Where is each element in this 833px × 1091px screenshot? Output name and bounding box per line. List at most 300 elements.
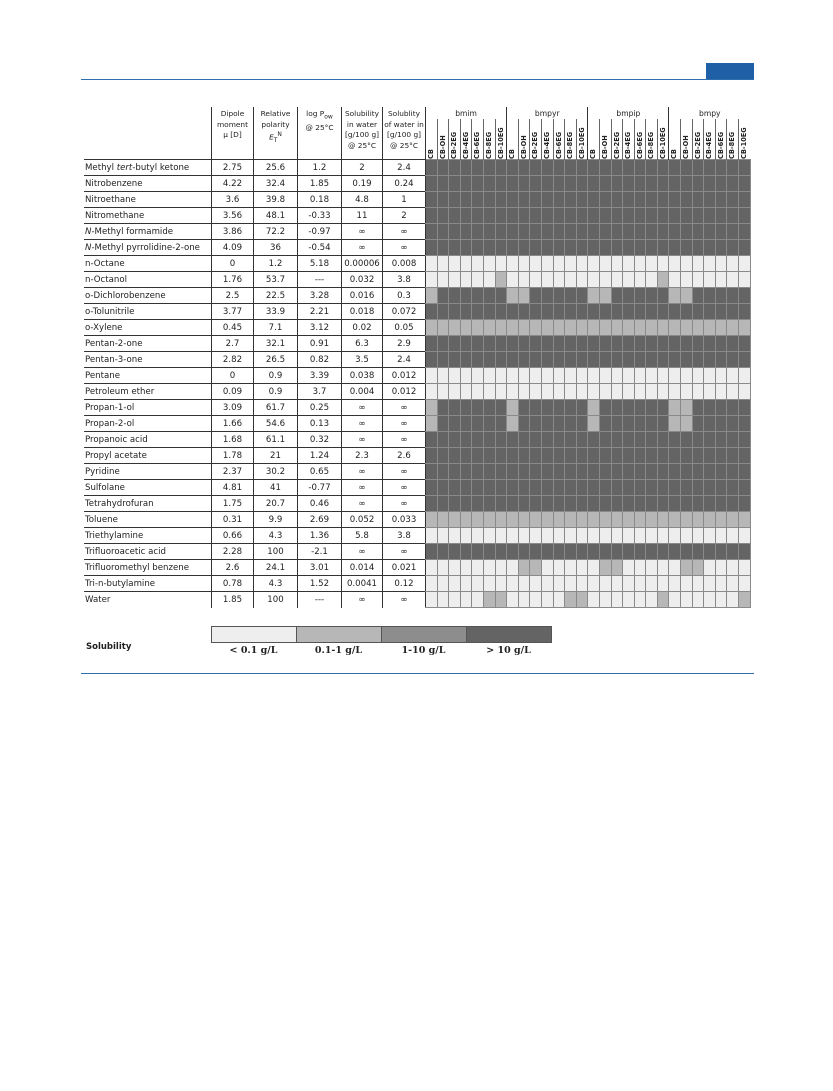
solubility-cell (739, 496, 751, 512)
solubility-cell (588, 544, 600, 560)
solubility-cell (576, 224, 588, 240)
solubility-cell (553, 368, 565, 384)
solvent-name: N-Methyl formamide (84, 224, 212, 240)
solubility-cell (715, 272, 727, 288)
value-cell-logp: -0.97 (298, 224, 342, 240)
legend-labels (211, 645, 551, 656)
solubility-cell (657, 176, 669, 192)
solubility-cell (634, 560, 646, 576)
solubility-cell (681, 400, 693, 416)
solubility-cell (704, 336, 716, 352)
solubility-cell (483, 448, 495, 464)
solubility-cell (704, 320, 716, 336)
legend-label: < 0.1 g/L (229, 645, 278, 656)
solubility-cell (739, 192, 751, 208)
solubility-cell (460, 224, 472, 240)
solubility-cell (646, 400, 658, 416)
solubility-cell (518, 464, 530, 480)
solubility-cell (518, 576, 530, 592)
solubility-cell (739, 336, 751, 352)
solubility-cell (426, 208, 438, 224)
solubility-cell (483, 160, 495, 176)
solubility-cell (623, 592, 635, 608)
table-row (84, 288, 750, 304)
solubility-cell (715, 400, 727, 416)
solubility-cell (530, 176, 542, 192)
subcolumn-header (657, 119, 669, 160)
solubility-cell (518, 400, 530, 416)
solubility-cell (599, 496, 611, 512)
solubility-cell (437, 272, 449, 288)
solubility-cell (437, 576, 449, 592)
table-row (84, 448, 750, 464)
solubility-cell (634, 576, 646, 592)
solubility-cell (704, 224, 716, 240)
solubility-cell (437, 512, 449, 528)
subcolumn-header (739, 119, 751, 160)
value-cell-polarity: 54.6 (254, 416, 298, 432)
solubility-cell (460, 384, 472, 400)
solubility-cell (715, 176, 727, 192)
solubility-cell (530, 288, 542, 304)
solubility-cell (541, 512, 553, 528)
solubility-cell (507, 224, 519, 240)
solubility-cell (495, 240, 507, 256)
solubility-cell (541, 560, 553, 576)
solubility-cell (518, 544, 530, 560)
solubility-cell (518, 560, 530, 576)
solubility-cell (507, 448, 519, 464)
solubility-cell (669, 480, 681, 496)
solubility-cell (495, 576, 507, 592)
solubility-cell (727, 352, 739, 368)
solubility-cell (426, 432, 438, 448)
value-cell-dipole: 3.56 (212, 208, 254, 224)
solubility-cell (449, 480, 461, 496)
table-row (84, 512, 750, 528)
solubility-cell (704, 448, 716, 464)
solvent-name: Nitromethane (84, 208, 212, 224)
subcolumn-label: CB-4EG (542, 131, 551, 159)
solubility-cell (692, 240, 704, 256)
value-cell-sw: 11 (342, 208, 383, 224)
solubility-cell (483, 432, 495, 448)
solubility-cell (623, 256, 635, 272)
solubility-cell (541, 448, 553, 464)
solvent-name: n-Octane (84, 256, 212, 272)
solubility-cell (611, 576, 623, 592)
solubility-cell (634, 464, 646, 480)
solubility-cell (681, 336, 693, 352)
solubility-cell (715, 512, 727, 528)
solubility-cell (657, 592, 669, 608)
solubility-cell (623, 448, 635, 464)
solubility-cell (681, 368, 693, 384)
solubility-cell (541, 160, 553, 176)
solubility-cell (565, 336, 577, 352)
solubility-cell (426, 256, 438, 272)
value-cell-logp: 3.12 (298, 320, 342, 336)
value-cell-sow: 1 (383, 192, 426, 208)
table-row (84, 336, 750, 352)
solubility-cell (646, 224, 658, 240)
solubility-cell (669, 560, 681, 576)
solubility-cell (426, 544, 438, 560)
solubility-cell (739, 288, 751, 304)
solubility-cell (611, 432, 623, 448)
solubility-cell (739, 272, 751, 288)
solubility-cell (623, 432, 635, 448)
value-cell-polarity: 20.7 (254, 496, 298, 512)
solvent-name: N-Methyl pyrrolidine-2-one (84, 240, 212, 256)
solubility-cell (426, 400, 438, 416)
solubility-cell (623, 240, 635, 256)
solubility-cell (646, 496, 658, 512)
solubility-cell (472, 560, 484, 576)
solubility-cell (530, 592, 542, 608)
solubility-cell (715, 320, 727, 336)
solubility-cell (565, 512, 577, 528)
solubility-cell (426, 368, 438, 384)
solubility-cell (657, 208, 669, 224)
value-cell-sw: 4.8 (342, 192, 383, 208)
solubility-cell (426, 592, 438, 608)
solubility-cell (541, 336, 553, 352)
value-cell-dipole: 3.6 (212, 192, 254, 208)
solubility-cell (588, 384, 600, 400)
solubility-cell (657, 160, 669, 176)
solubility-cell (507, 320, 519, 336)
solvent-name: Methyl tert-butyl ketone (84, 160, 212, 176)
solubility-cell (669, 336, 681, 352)
value-cell-sow: 0.24 (383, 176, 426, 192)
solubility-cell (599, 544, 611, 560)
solubility-cell (634, 208, 646, 224)
solubility-cell (715, 304, 727, 320)
solvent-name: o-Dichlorobenzene (84, 288, 212, 304)
solubility-cell (530, 192, 542, 208)
solubility-cell (460, 240, 472, 256)
value-cell-logp: 1.2 (298, 160, 342, 176)
solubility-cell (657, 384, 669, 400)
solubility-cell (553, 288, 565, 304)
value-cell-dipole: 1.76 (212, 272, 254, 288)
solubility-cell (483, 528, 495, 544)
solubility-cell (588, 304, 600, 320)
solubility-cell (426, 288, 438, 304)
solubility-cell (715, 448, 727, 464)
value-cell-sw: 5.8 (342, 528, 383, 544)
value-cell-sow: 2.6 (383, 448, 426, 464)
subcolumn-header (541, 119, 553, 160)
solubility-cell (541, 192, 553, 208)
value-cell-polarity: 9.9 (254, 512, 298, 528)
solubility-cell (576, 240, 588, 256)
subcolumn-header (576, 119, 588, 160)
solubility-cell (576, 560, 588, 576)
solubility-cell (449, 496, 461, 512)
solubility-cell (426, 224, 438, 240)
solubility-cell (692, 256, 704, 272)
solubility-cell (576, 352, 588, 368)
solubility-cell (646, 416, 658, 432)
solubility-cell (692, 304, 704, 320)
value-cell-logp: 1.52 (298, 576, 342, 592)
solubility-cell (576, 432, 588, 448)
solubility-cell (704, 496, 716, 512)
solubility-cell (449, 288, 461, 304)
solubility-cell (460, 368, 472, 384)
subcolumn-label: CB-10EG (496, 127, 505, 159)
solubility-cell (553, 384, 565, 400)
solubility-cell (657, 288, 669, 304)
solubility-cell (437, 240, 449, 256)
solvent-name: Trifluoroacetic acid (84, 544, 212, 560)
solubility-cell (681, 304, 693, 320)
solubility-cell (646, 256, 658, 272)
solubility-cell (588, 208, 600, 224)
value-cell-sow: ∞ (383, 592, 426, 608)
solubility-cell (437, 416, 449, 432)
solubility-cell (449, 272, 461, 288)
group-header: bmpy (669, 107, 750, 119)
solubility-cell (623, 272, 635, 288)
solubility-cell (669, 352, 681, 368)
solubility-cell (507, 240, 519, 256)
solubility-cell (472, 480, 484, 496)
value-cell-logp: 0.25 (298, 400, 342, 416)
subcolumn-label: CB-OH (438, 135, 447, 159)
solubility-cell (576, 336, 588, 352)
solubility-cell (483, 352, 495, 368)
value-cell-sow: ∞ (383, 464, 426, 480)
solubility-cell (518, 480, 530, 496)
solubility-cell (518, 160, 530, 176)
solubility-cell (692, 448, 704, 464)
value-cell-sw: ∞ (342, 464, 383, 480)
table-row (84, 576, 750, 592)
solubility-cell (460, 528, 472, 544)
solubility-cell (704, 592, 716, 608)
solubility-cell (692, 368, 704, 384)
solubility-cell (541, 240, 553, 256)
table-row (84, 176, 750, 192)
solubility-cell (611, 320, 623, 336)
solubility-cell (553, 464, 565, 480)
solubility-cell (692, 416, 704, 432)
value-cell-sow: 0.021 (383, 560, 426, 576)
solubility-cell (495, 448, 507, 464)
solubility-cell (518, 336, 530, 352)
solubility-cell (588, 448, 600, 464)
solubility-cell (634, 320, 646, 336)
solubility-cell (715, 432, 727, 448)
table-row (84, 544, 750, 560)
solubility-cell (426, 192, 438, 208)
solubility-cell (599, 464, 611, 480)
solubility-cell (599, 576, 611, 592)
solubility-cell (449, 304, 461, 320)
solubility-cell (657, 192, 669, 208)
solubility-cell (588, 272, 600, 288)
solvent-name: Petroleum ether (84, 384, 212, 400)
solubility-cell (692, 336, 704, 352)
solubility-cell (449, 512, 461, 528)
solubility-cell (576, 304, 588, 320)
solubility-cell (669, 576, 681, 592)
solubility-cell (472, 176, 484, 192)
solubility-cell (495, 272, 507, 288)
solubility-cell (565, 272, 577, 288)
solubility-cell (727, 592, 739, 608)
value-cell-sw: 2.3 (342, 448, 383, 464)
solubility-cell (460, 352, 472, 368)
value-cell-dipole: 2.5 (212, 288, 254, 304)
solubility-cell (657, 576, 669, 592)
solubility-cell (472, 432, 484, 448)
solubility-cell (692, 592, 704, 608)
solubility-cell (518, 272, 530, 288)
solubility-cell (669, 528, 681, 544)
solubility-cell (426, 480, 438, 496)
subcolumn-header (437, 119, 449, 160)
value-cell-sow: ∞ (383, 432, 426, 448)
value-cell-logp: 0.65 (298, 464, 342, 480)
solubility-cell (692, 576, 704, 592)
solubility-cell (669, 272, 681, 288)
solubility-cell (541, 480, 553, 496)
solubility-cell (437, 448, 449, 464)
value-cell-sow: 2.4 (383, 160, 426, 176)
solubility-cell (657, 432, 669, 448)
solubility-cell (541, 400, 553, 416)
solubility-cell (646, 560, 658, 576)
value-cell-logp: 1.24 (298, 448, 342, 464)
solubility-cell (541, 464, 553, 480)
solvent-name: Nitrobenzene (84, 176, 212, 192)
solubility-cell (611, 528, 623, 544)
solubility-cell (530, 368, 542, 384)
subcolumn-header (704, 119, 716, 160)
value-cell-polarity: 53.7 (254, 272, 298, 288)
solubility-cell (565, 432, 577, 448)
solubility-cell (692, 528, 704, 544)
solubility-cell (681, 592, 693, 608)
solubility-cell (739, 400, 751, 416)
solubility-cell (576, 480, 588, 496)
solubility-cell (739, 416, 751, 432)
solubility-cell (646, 240, 658, 256)
value-cell-polarity: 33.9 (254, 304, 298, 320)
subcolumn-header (472, 119, 484, 160)
solubility-cell (495, 560, 507, 576)
solubility-cell (669, 240, 681, 256)
solubility-cell (681, 320, 693, 336)
solubility-cell (530, 256, 542, 272)
solubility-cell (599, 320, 611, 336)
solubility-cell (449, 464, 461, 480)
legend-label: 0.1-1 g/L (314, 645, 363, 656)
solubility-cell (599, 240, 611, 256)
solubility-cell (727, 400, 739, 416)
solubility-cell (507, 352, 519, 368)
value-cell-dipole: 2.37 (212, 464, 254, 480)
solubility-cell (541, 592, 553, 608)
solubility-cell (588, 416, 600, 432)
solubility-cell (704, 256, 716, 272)
solubility-cell (495, 528, 507, 544)
value-cell-sw: 0.038 (342, 368, 383, 384)
solubility-cell (495, 400, 507, 416)
solubility-cell (715, 480, 727, 496)
solvent-name: Pentane (84, 368, 212, 384)
solubility-cell (472, 384, 484, 400)
subcolumn-header (715, 119, 727, 160)
solubility-cell (715, 544, 727, 560)
solubility-cell (576, 528, 588, 544)
value-cell-logp: 3.39 (298, 368, 342, 384)
value-cell-logp: 2.69 (298, 512, 342, 528)
value-cell-polarity: 4.3 (254, 576, 298, 592)
solubility-cell (739, 384, 751, 400)
solubility-cell (518, 320, 530, 336)
solubility-cell (449, 400, 461, 416)
solubility-cell (576, 320, 588, 336)
solubility-cell (437, 160, 449, 176)
solubility-cell (518, 288, 530, 304)
value-cell-sow: 2.4 (383, 352, 426, 368)
solubility-cell (739, 256, 751, 272)
value-cell-dipole: 0.09 (212, 384, 254, 400)
solubility-cell (588, 288, 600, 304)
solubility-cell (669, 288, 681, 304)
solubility-cell (553, 352, 565, 368)
solubility-cell (727, 272, 739, 288)
solubility-cell (681, 384, 693, 400)
solubility-cell (727, 448, 739, 464)
solubility-cell (715, 560, 727, 576)
solubility-cell (495, 512, 507, 528)
solubility-cell (739, 320, 751, 336)
subcolumn-header (530, 119, 542, 160)
solubility-cell (646, 576, 658, 592)
solubility-cell (634, 528, 646, 544)
solubility-cell (426, 336, 438, 352)
solubility-cell (495, 544, 507, 560)
solubility-cell (657, 224, 669, 240)
value-cell-sow: ∞ (383, 240, 426, 256)
subcolumn-label: CB-2EG (612, 131, 621, 159)
solvent-name: Tetrahydrofuran (84, 496, 212, 512)
solubility-cell (565, 224, 577, 240)
solubility-cell (634, 272, 646, 288)
solubility-cell (437, 320, 449, 336)
solubility-cell (669, 192, 681, 208)
solubility-cell (704, 512, 716, 528)
solubility-cell (565, 464, 577, 480)
solubility-cell (669, 384, 681, 400)
table-row (84, 208, 750, 224)
value-cell-polarity: 32.4 (254, 176, 298, 192)
value-cell-sw: 0.19 (342, 176, 383, 192)
solubility-cell (576, 192, 588, 208)
solubility-cell (507, 560, 519, 576)
solubility-cell (588, 560, 600, 576)
solubility-cell (588, 256, 600, 272)
value-cell-sow: 3.8 (383, 528, 426, 544)
solubility-cell (507, 176, 519, 192)
solubility-cell (739, 352, 751, 368)
